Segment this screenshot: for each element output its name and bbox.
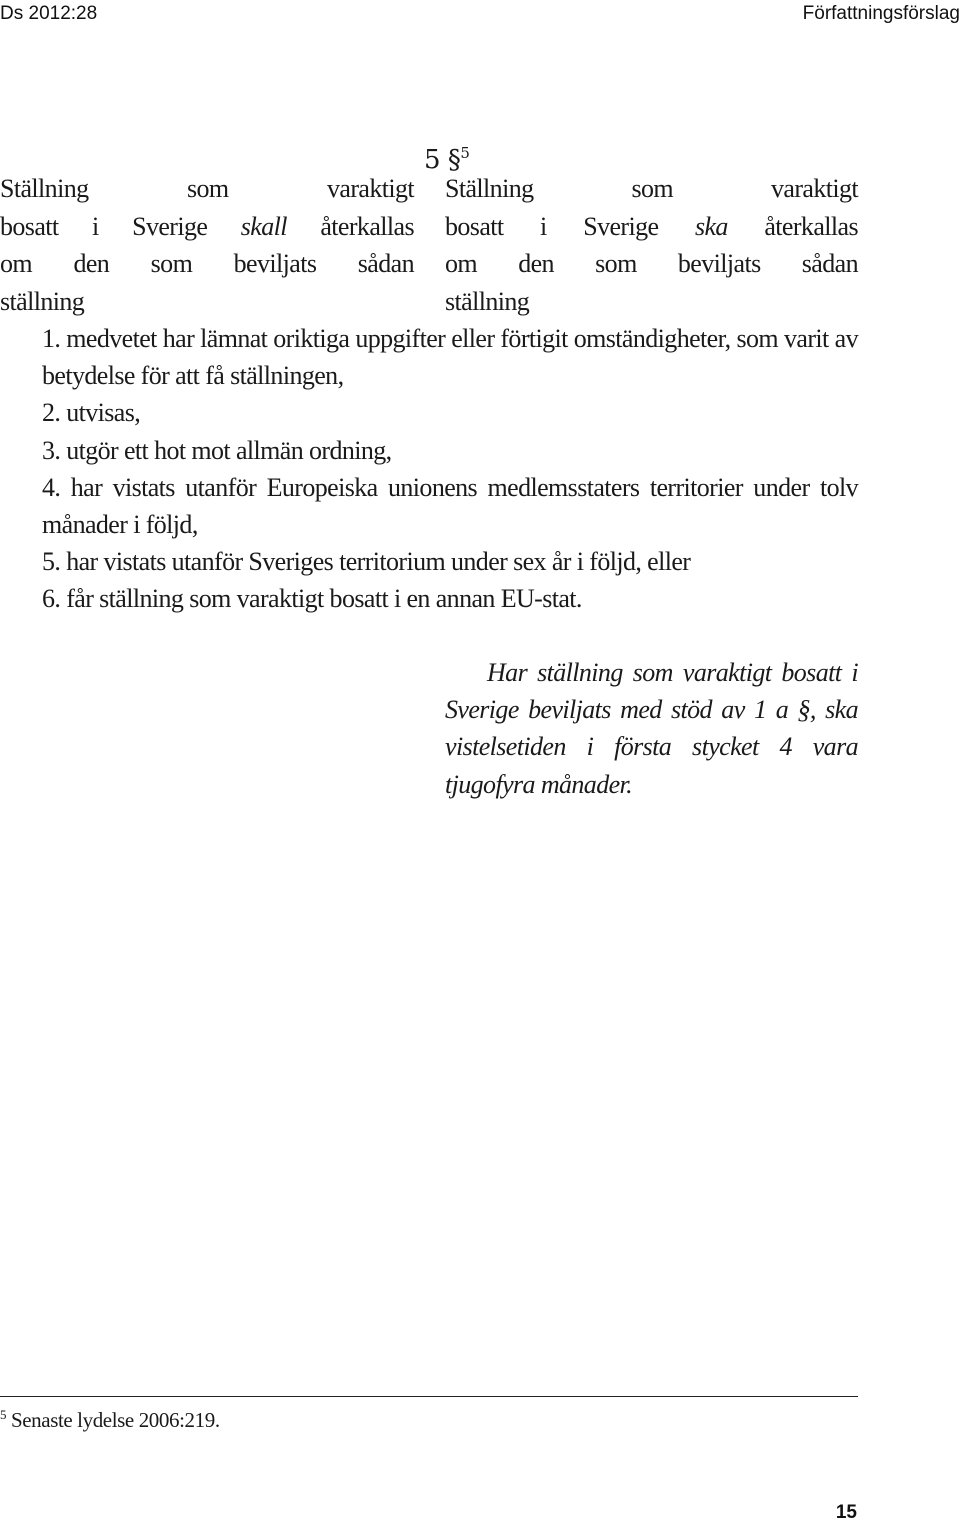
list-item-4: 4. har vistats utanför Europeiska unionens medlemsstaters territorier under tolv månader i följd, [42,472,858,540]
word: återkallas [764,211,858,241]
section-number: 5 [424,145,441,175]
footnote-text: Senaste lydelse 2006:219. [10,1408,220,1432]
proposed-wording-column [445,170,858,320]
header-section-title: Författningsförslag [802,3,960,24]
left-line-4 [0,283,414,321]
footnote-divider [0,1396,858,1397]
list-item-1: 1. medvetet har lämnat oriktiga uppgifter eller förtigit omständigheter, som varit av betydelse för att få ställningen, [42,324,858,391]
footnote-number: 5 [0,1407,7,1422]
left-line-2 [0,208,414,246]
word: som [631,174,674,203]
list-item-5: 5. har vistats utanför Sveriges territorium under sex år i följd, eller [42,547,691,577]
list-item-6: 6. får ställning som varaktigt bosatt i en annan EU-stat. [42,584,582,614]
right-line-2 [445,208,858,246]
header-doc-id: Ds 2012:28 [0,3,98,24]
footnote [0,1407,220,1433]
word: varaktigt [326,174,414,203]
grounds-list [0,320,858,618]
right-line-3 [445,245,858,283]
list-item-3: 3. utgör ett hot mot allmän ordning, [42,435,392,465]
word: beviljats [677,249,761,278]
page-number: 15 [835,1502,857,1523]
list-item-2: 2. utvisas, [42,398,141,428]
section-symbol: § [447,145,461,175]
right-line-1 [445,170,858,208]
word: Sverige [132,211,208,241]
word: den [73,249,110,278]
word: återkallas [320,211,414,241]
word-changed: skall [240,211,287,241]
word: i [91,211,99,241]
current-wording-column [0,170,414,320]
word-changed: ska [694,211,728,241]
word: sådan [357,249,414,278]
word: i [540,211,547,241]
word: om [0,249,33,278]
right-line-4 [445,283,858,321]
word: bosatt [0,211,59,241]
word: om [445,249,478,278]
word: sådan [801,249,858,278]
new-paragraph [445,654,858,803]
new-paragraph-text: Har ställning som varaktigt bosatt i Sverige beviljats med stöd av 1 a §, ska vistelsetiden i första stycket 4 vara tjugofyra månader. [445,658,858,799]
word: Sverige [583,211,659,241]
word: bosatt [445,211,504,241]
word: ställning [445,286,530,316]
word: som [595,249,637,278]
word: beviljats [233,249,317,278]
word: ställning [0,286,85,316]
word: den [518,249,554,278]
left-line-1 [0,170,414,208]
footnote-ref: 5 [460,144,470,162]
word: varaktigt [770,174,858,203]
word: Ställning [0,174,89,203]
word: Ställning [445,174,534,203]
word: som [150,249,193,278]
word: som [186,174,229,203]
left-line-3 [0,245,414,283]
